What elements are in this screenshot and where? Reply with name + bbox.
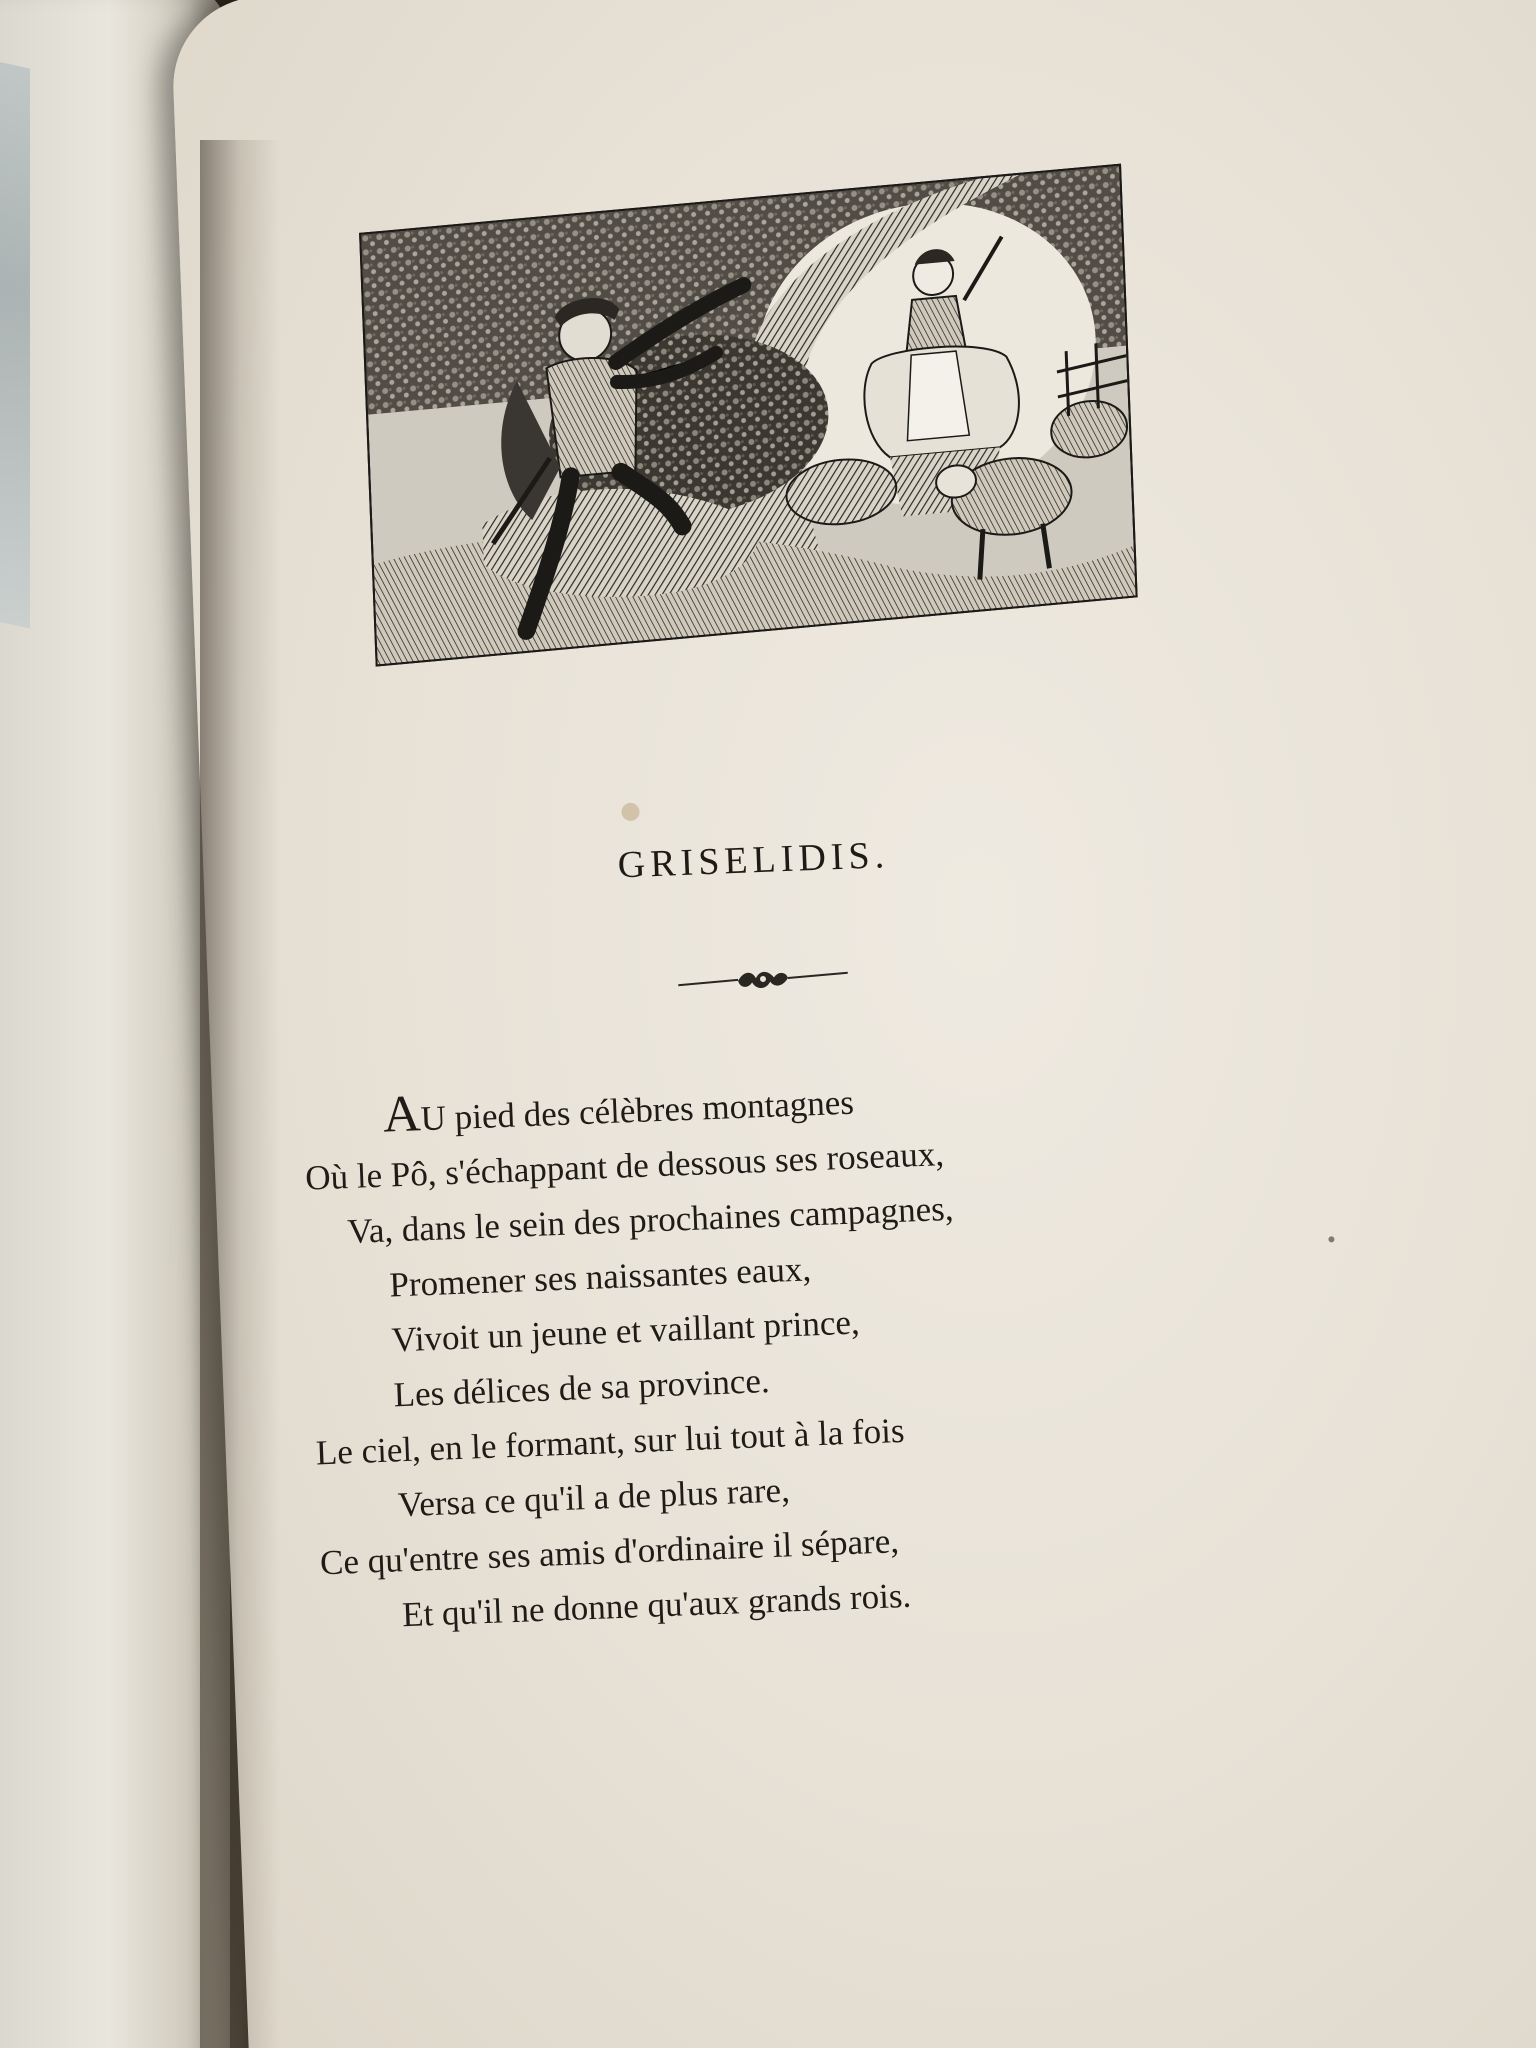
poem-line-5: Vivoit un jeune et vaillant prince, — [390, 1302, 861, 1360]
right-page — [170, 0, 1536, 2048]
gutter-shadow — [200, 140, 280, 2048]
paper-stain — [1328, 1236, 1334, 1242]
fleuron-ornament-icon — [678, 965, 849, 996]
small-cap: U — [419, 1098, 447, 1139]
page-content — [170, 0, 1536, 2048]
poem — [302, 1057, 1322, 1645]
drop-cap: A — [381, 1085, 422, 1144]
engraving-prince-and-shepherdess-icon — [359, 164, 1138, 667]
left-page-plate — [0, 51, 30, 628]
poem-line-9: Ce qu'entre ses amis d'ordinaire il sépare, — [319, 1521, 900, 1583]
poem-line-1-rest: pied des célèbres montagnes — [445, 1082, 855, 1138]
poem-line-6: Les délices de sa province. — [392, 1361, 771, 1415]
poem-line-7: Le ciel, en le formant, sur lui tout à la fois — [315, 1410, 906, 1473]
poem-line-3: Va, dans le sein des prochaines campagnes, — [346, 1188, 955, 1252]
poem-line-2: Où le Pô, s'échappant de dessous ses roseaux, — [304, 1134, 945, 1198]
poem-line-8: Versa ce qu'il a de plus rare, — [397, 1470, 791, 1525]
chapter-title: GRISELIDIS. — [617, 834, 890, 887]
paper-stain — [621, 803, 640, 822]
poem-line-10: Et qu'il ne donne qu'aux grands rois. — [401, 1575, 912, 1635]
poem-line-4: Promener ses naissantes eaux, — [388, 1249, 812, 1305]
